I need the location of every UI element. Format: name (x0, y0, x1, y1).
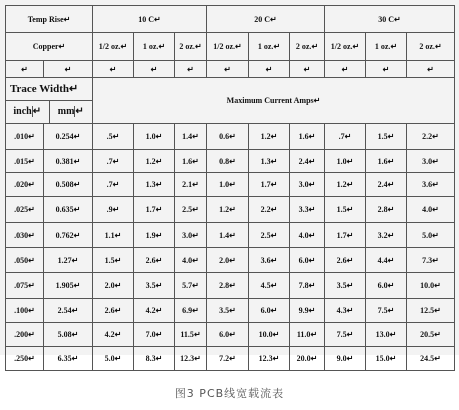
table-row (6, 197, 455, 223)
current-cell: 4.3↵ (325, 299, 366, 323)
table-row (6, 223, 455, 248)
current-cell: 0.6↵ (207, 124, 249, 150)
current-cell: 7.2↵ (207, 347, 249, 371)
temp-10c: 10 C↵ (93, 6, 207, 33)
current-cell: 15.0↵ (366, 347, 407, 371)
current-cell: 4.2↵ (134, 299, 175, 323)
table-row (6, 273, 455, 299)
current-cell: 1.7↵ (325, 223, 366, 248)
temp-row (6, 6, 455, 33)
table-row (6, 248, 455, 273)
empty-cell: ↵ (44, 61, 93, 78)
empty-cell: ↵ (6, 61, 44, 78)
unit-labels (6, 101, 92, 123)
current-cell: 2.2↵ (407, 124, 455, 150)
inch-cell: .100↵ (6, 299, 44, 323)
copper-row (6, 33, 455, 61)
oz-label: 2 oz.↵ (290, 33, 325, 61)
trace-width-header (6, 78, 93, 124)
inch-cell: .200↵ (6, 323, 44, 347)
current-cell: 4.4↵ (366, 248, 407, 273)
oz-label: 1 oz.↵ (366, 33, 407, 61)
empty-cell: ↵ (175, 61, 207, 78)
current-cell: .7↵ (325, 124, 366, 150)
current-cell: 6.0↵ (207, 323, 249, 347)
inch-cell: .030↵ (6, 223, 44, 248)
oz-label: 1/2 oz.↵ (207, 33, 249, 61)
current-cell: 1.5↵ (366, 124, 407, 150)
current-cell: 3.5↵ (207, 299, 249, 323)
current-cell: 9.9↵ (290, 299, 325, 323)
current-cell: 2.2↵ (249, 197, 290, 223)
current-cell: 6.0↵ (366, 273, 407, 299)
unit-inch-label: inch↵ (6, 101, 50, 123)
empty-cell: ↵ (366, 61, 407, 78)
current-cell: 4.0↵ (290, 223, 325, 248)
mm-cell: 0.762↵ (44, 223, 93, 248)
current-cell: 1.0↵ (134, 124, 175, 150)
current-cell: 12.3↵ (249, 347, 290, 371)
current-cell: 7.0↵ (134, 323, 175, 347)
current-cell: 20.5↵ (407, 323, 455, 347)
max-current-label: Maximum Current Amps↵ (93, 78, 455, 124)
spacer-row (6, 61, 455, 78)
empty-cell: ↵ (407, 61, 455, 78)
current-cell: 3.6↵ (407, 173, 455, 197)
oz-label: 1/2 oz.↵ (325, 33, 366, 61)
mm-cell: 5.08↵ (44, 323, 93, 347)
current-cell: 5.0↵ (407, 223, 455, 248)
inch-cell: .020↵ (6, 173, 44, 197)
mm-cell: 1.905↵ (44, 273, 93, 299)
current-cell: 6.0↵ (249, 299, 290, 323)
current-cell: 11.0↵ (290, 323, 325, 347)
current-cell: 1.4↵ (175, 124, 207, 150)
current-cell: 2.6↵ (93, 299, 134, 323)
current-cell: 2.6↵ (325, 248, 366, 273)
current-cell: .5↵ (93, 124, 134, 150)
current-cell: 12.3↵ (175, 347, 207, 371)
empty-cell: ↵ (290, 61, 325, 78)
table-row (6, 124, 455, 150)
mm-cell: 0.508↵ (44, 173, 93, 197)
mm-cell: 0.254↵ (44, 124, 93, 150)
current-cell: 24.5↵ (407, 347, 455, 371)
current-cell: 1.6↵ (175, 150, 207, 173)
current-cell: 5.7↵ (175, 273, 207, 299)
current-cell: 4.5↵ (249, 273, 290, 299)
current-cell: 2.0↵ (207, 248, 249, 273)
current-cell: 3.0↵ (290, 173, 325, 197)
current-cell: 2.4↵ (290, 150, 325, 173)
current-cell: 20.0↵ (290, 347, 325, 371)
current-cell: 3.5↵ (134, 273, 175, 299)
table-row (6, 299, 455, 323)
current-cell: 8.3↵ (134, 347, 175, 371)
current-cell: 2.0↵ (93, 273, 134, 299)
current-cell: .7↵ (93, 150, 134, 173)
mm-cell: 2.54↵ (44, 299, 93, 323)
current-cell: 7.5↵ (366, 299, 407, 323)
trace-width-label: Trace Width↵ (6, 78, 92, 101)
table-row (6, 323, 455, 347)
data-body (6, 124, 455, 371)
current-cell: 4.0↵ (175, 248, 207, 273)
table-row (6, 150, 455, 173)
current-cell: 3.0↵ (175, 223, 207, 248)
current-cell: .7↵ (93, 173, 134, 197)
current-cell: 7.8↵ (290, 273, 325, 299)
inch-cell: .025↵ (6, 197, 44, 223)
current-cell: .9↵ (93, 197, 134, 223)
oz-label: 2 oz.↵ (175, 33, 207, 61)
current-cell: 7.3↵ (407, 248, 455, 273)
current-cell: 1.3↵ (134, 173, 175, 197)
current-cell: 1.6↵ (290, 124, 325, 150)
trace-width-header-row (6, 78, 455, 124)
current-cell: 9.0↵ (325, 347, 366, 371)
inch-cell: .075↵ (6, 273, 44, 299)
current-cell: 1.0↵ (207, 173, 249, 197)
figure-caption: 图3 PCB线宽载流表 (174, 387, 285, 400)
current-cell: 7.5↵ (325, 323, 366, 347)
current-cell: 2.5↵ (249, 223, 290, 248)
current-cell: 1.5↵ (325, 197, 366, 223)
empty-cell: ↵ (249, 61, 290, 78)
copper-label: Copper↵ (6, 33, 93, 61)
current-cell: 13.0↵ (366, 323, 407, 347)
empty-cell: ↵ (93, 61, 134, 78)
empty-cell: ↵ (325, 61, 366, 78)
current-cell: 1.2↵ (249, 124, 290, 150)
current-cell: 1.4↵ (207, 223, 249, 248)
current-cell: 2.8↵ (366, 197, 407, 223)
current-cell: 10.0↵ (407, 273, 455, 299)
current-cell: 1.1↵ (93, 223, 134, 248)
current-cell: 10.0↵ (249, 323, 290, 347)
current-cell: 2.1↵ (175, 173, 207, 197)
table-row (6, 173, 455, 197)
mm-cell: 0.381↵ (44, 150, 93, 173)
current-cell: 6.9↵ (175, 299, 207, 323)
oz-label: 1/2 oz.↵ (93, 33, 134, 61)
current-cell: 1.2↵ (325, 173, 366, 197)
inch-cell: .250↵ (6, 347, 44, 371)
current-cell: 1.3↵ (249, 150, 290, 173)
temp-30c: 30 C↵ (325, 6, 455, 33)
current-cell: 4.0↵ (407, 197, 455, 223)
inch-cell: .010↵ (6, 124, 44, 150)
current-cell: 12.5↵ (407, 299, 455, 323)
inch-cell: .050↵ (6, 248, 44, 273)
current-cell: 1.7↵ (134, 197, 175, 223)
table-row (6, 347, 455, 371)
current-cell: 3.6↵ (249, 248, 290, 273)
current-cell: 11.5↵ (175, 323, 207, 347)
current-cell: 2.6↵ (134, 248, 175, 273)
current-cell: 3.5↵ (325, 273, 366, 299)
current-cell: 0.8↵ (207, 150, 249, 173)
current-cell: 1.6↵ (366, 150, 407, 173)
current-cell: 1.7↵ (249, 173, 290, 197)
unit-mm-label: mm↵ (57, 106, 84, 117)
mm-cell: 1.27↵ (44, 248, 93, 273)
current-cell: 1.5↵ (93, 248, 134, 273)
temp-20c: 20 C↵ (207, 6, 325, 33)
inch-cell: .015↵ (6, 150, 44, 173)
current-cell: 3.0↵ (407, 150, 455, 173)
current-table (5, 5, 455, 371)
current-cell: 2.5↵ (175, 197, 207, 223)
current-cell: 5.0↵ (93, 347, 134, 371)
current-cell: 2.4↵ (366, 173, 407, 197)
current-cell: 3.2↵ (366, 223, 407, 248)
current-cell: 1.2↵ (207, 197, 249, 223)
current-cell: 1.0↵ (325, 150, 366, 173)
oz-label: 1 oz.↵ (134, 33, 175, 61)
current-cell: 1.2↵ (134, 150, 175, 173)
mm-cell: 6.35↵ (44, 347, 93, 371)
empty-cell: ↵ (207, 61, 249, 78)
current-cell: 1.9↵ (134, 223, 175, 248)
current-cell: 2.8↵ (207, 273, 249, 299)
current-cell: 4.2↵ (93, 323, 134, 347)
current-cell: 3.3↵ (290, 197, 325, 223)
oz-label: 1 oz.↵ (249, 33, 290, 61)
mm-cell: 0.635↵ (44, 197, 93, 223)
temp-rise-label: Temp Rise↵ (6, 6, 93, 33)
oz-label: 2 oz.↵ (407, 33, 455, 61)
current-cell: 6.0↵ (290, 248, 325, 273)
empty-cell: ↵ (134, 61, 175, 78)
